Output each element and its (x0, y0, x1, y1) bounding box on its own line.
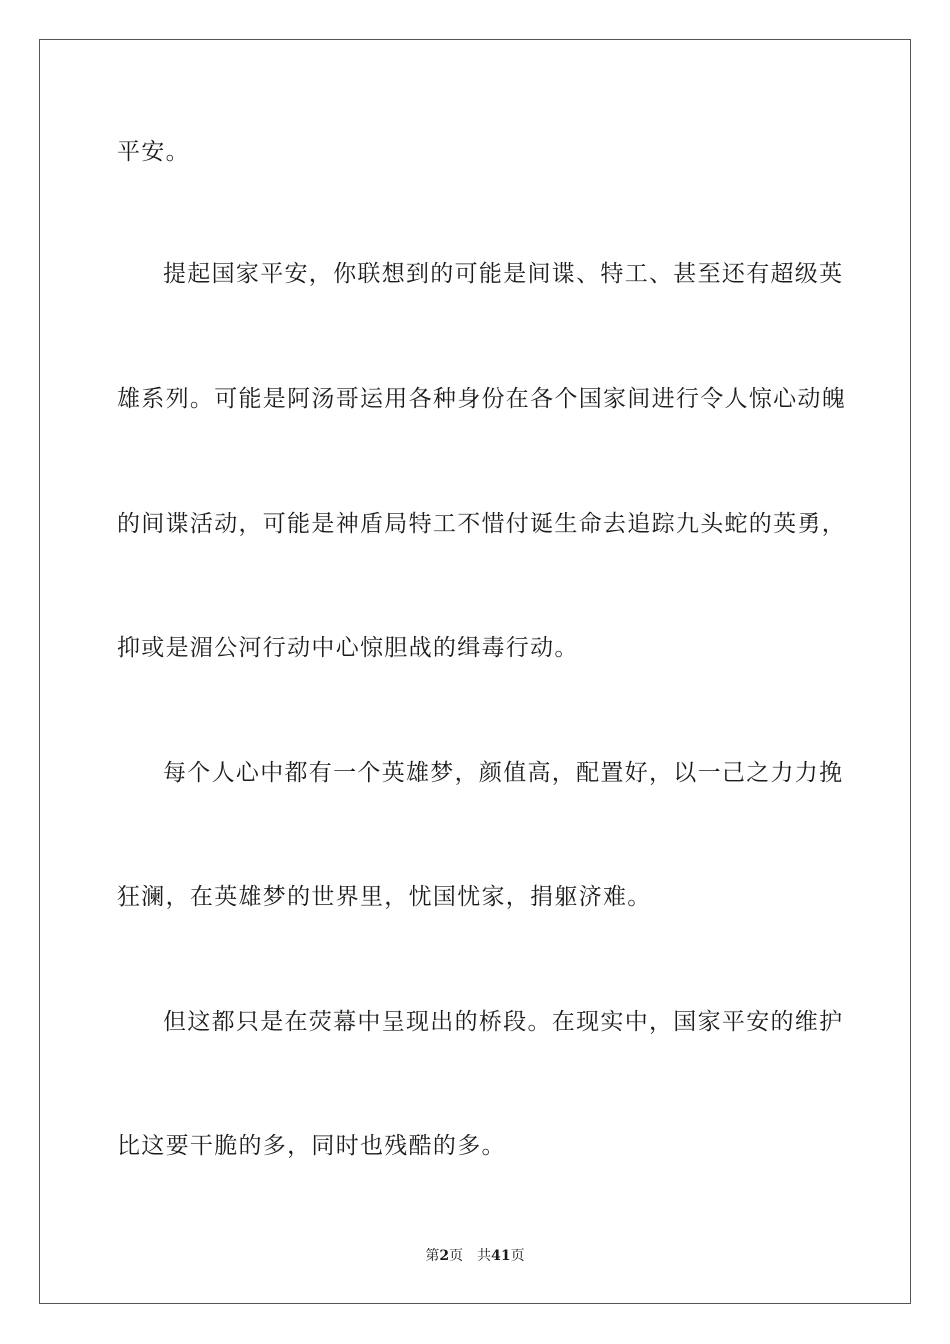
text-line: 平安。 (117, 139, 190, 165)
text-line: 雄系列。可能是阿汤哥运用各种身份在各个国家间进行令人惊心动魄 (117, 386, 846, 412)
text-line: 的间谍活动，可能是神盾局特工不惜付诞生命去追踪九头蛇的英勇， (117, 511, 846, 537)
paragraph-first-line: 但这都只是在荧幕中呈现出的桥段。在现实中，国家平安的维护 (163, 1009, 844, 1035)
page-suffix: 页 (449, 1248, 464, 1264)
page-border (39, 39, 911, 1304)
text-line: 抑或是湄公河行动中心惊胆战的缉毒行动。 (117, 635, 579, 661)
total-suffix: 页 (510, 1248, 525, 1264)
paragraph-first-line: 每个人心中都有一个英雄梦，颜值高，配置好，以一己之力力挽 (163, 760, 844, 786)
text-line: 狂澜，在英雄梦的世界里，忧国忧家，捐躯济难。 (117, 884, 652, 910)
total-prefix: 共 (477, 1248, 492, 1264)
total-pages: 41 (491, 1248, 511, 1264)
page-footer (0, 1247, 950, 1265)
page-prefix: 第 (425, 1248, 440, 1264)
paragraph-first-line: 提起国家平安，你联想到的可能是间谍、特工、甚至还有超级英 (163, 261, 844, 287)
text-line: 比这要干脆的多，同时也残酷的多。 (117, 1133, 506, 1159)
page-number: 2 (439, 1248, 450, 1264)
